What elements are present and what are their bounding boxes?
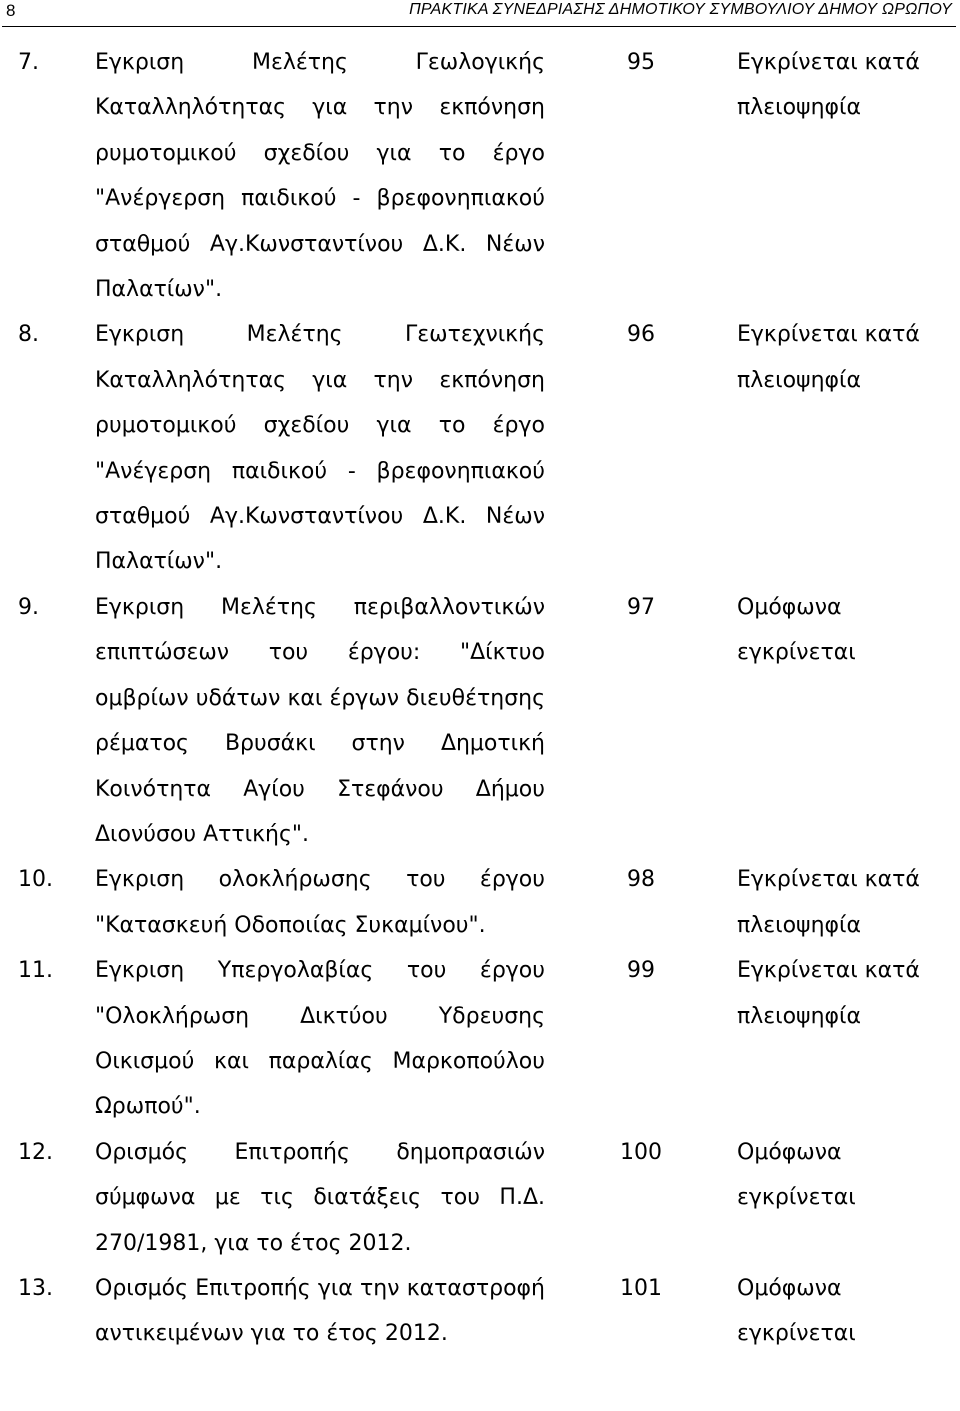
decision-result: Εγκρίνεται κατά πλειοψηφία: [737, 50, 920, 121]
agenda-items-list: [0, 40, 960, 1357]
decision-number: 100: [620, 1139, 662, 1165]
running-title: ΠΡΑΚΤΙΚΑ ΣΥΝΕΔΡΙΑΣΗΣ ΔΗΜΟΤΙΚΟΥ ΣΥΜΒΟΥΛΙΟΥ ΔΗΜΟΥ ΩΡΩΠΟΥ: [409, 1, 952, 18]
item-number: 10.: [18, 867, 53, 893]
decision-number: 99: [627, 958, 655, 984]
agenda-item: [0, 40, 960, 312]
item-number: 13.: [18, 1275, 53, 1301]
item-description: Εγκριση Μελέτης περιβαλλοντικών επιπτώσεων του έργου: "Δίκτυο ομβρίων υδάτων και έργων διευθέτησης ρέματος Βρυσάκι στην Δημοτική Κοινότητα Αγίου Στεφάνου Δήμου Διονύσου Αττικής".: [95, 594, 545, 847]
decision-number: 98: [627, 867, 655, 893]
item-description: Ορισμός Επιτροπής για την καταστροφή αντικειμένων για το έτος 2012.: [95, 1275, 545, 1347]
item-number: 11.: [18, 958, 53, 984]
decision-result: Εγκρίνεται κατά πλειοψηφία: [737, 958, 920, 1029]
agenda-item: [0, 1266, 960, 1357]
header-rule: [2, 26, 956, 27]
item-number: 7.: [18, 50, 39, 75]
item-description: Ορισμός Επιτροπής δημοπρασιών σύμφωνα με τις διατάξεις του Π.Δ. 270/1981, για το έτος 2012.: [95, 1139, 545, 1256]
agenda-item: [0, 857, 960, 948]
decision-number: 101: [620, 1275, 662, 1301]
decision-result: Εγκρίνεται κατά πλειοψηφία: [737, 322, 920, 393]
item-description: Εγκριση Μελέτης Γεωτεχνικής Καταλληλότητας για την εκπόνηση ρυμοτομικού σχεδίου για το έργο "Ανέγερση παιδικού - βρεφονηπιακού σταθμού Αγ.Κωνσταντίνου Δ.Κ. Νέων Παλατίων".: [95, 322, 545, 575]
item-description: Εγκριση ολοκλήρωσης του έργου "Κατασκευή Οδοποιίας Συκαμίνου".: [95, 867, 545, 938]
page-header: [0, 0, 960, 30]
decision-result: Ομόφωνα εγκρίνεται: [737, 1275, 856, 1347]
decision-result: Ομόφωνα εγκρίνεται: [737, 1139, 856, 1211]
decision-result: Ομόφωνα εγκρίνεται: [737, 594, 856, 666]
agenda-item: [0, 585, 960, 857]
agenda-item: [0, 948, 960, 1130]
decision-number: 95: [627, 50, 655, 75]
item-number: 12.: [18, 1139, 53, 1165]
item-description: Εγκριση Υπεργολαβίας του έργου "Ολοκλήρωση Δικτύου Υδρευσης Οικισμού και παραλίας Μαρκοπούλου Ωρωπού".: [95, 958, 545, 1120]
decision-number: 96: [627, 322, 655, 348]
agenda-item: [0, 312, 960, 584]
item-number: 8.: [18, 322, 39, 348]
decision-result: Εγκρίνεται κατά πλειοψηφία: [737, 867, 920, 938]
item-description: Εγκριση Μελέτης Γεωλογικής Καταλληλότητας για την εκπόνηση ρυμοτομικού σχεδίου για το έργο "Ανέργερση παιδικού - βρεφονηπιακού σταθμού Αγ.Κωνσταντίνου Δ.Κ. Νέων Παλατίων".: [95, 50, 545, 303]
item-number: 9.: [18, 594, 39, 620]
decision-number: 97: [627, 594, 655, 620]
agenda-item: [0, 1130, 960, 1266]
page-number: 8: [6, 1, 16, 20]
